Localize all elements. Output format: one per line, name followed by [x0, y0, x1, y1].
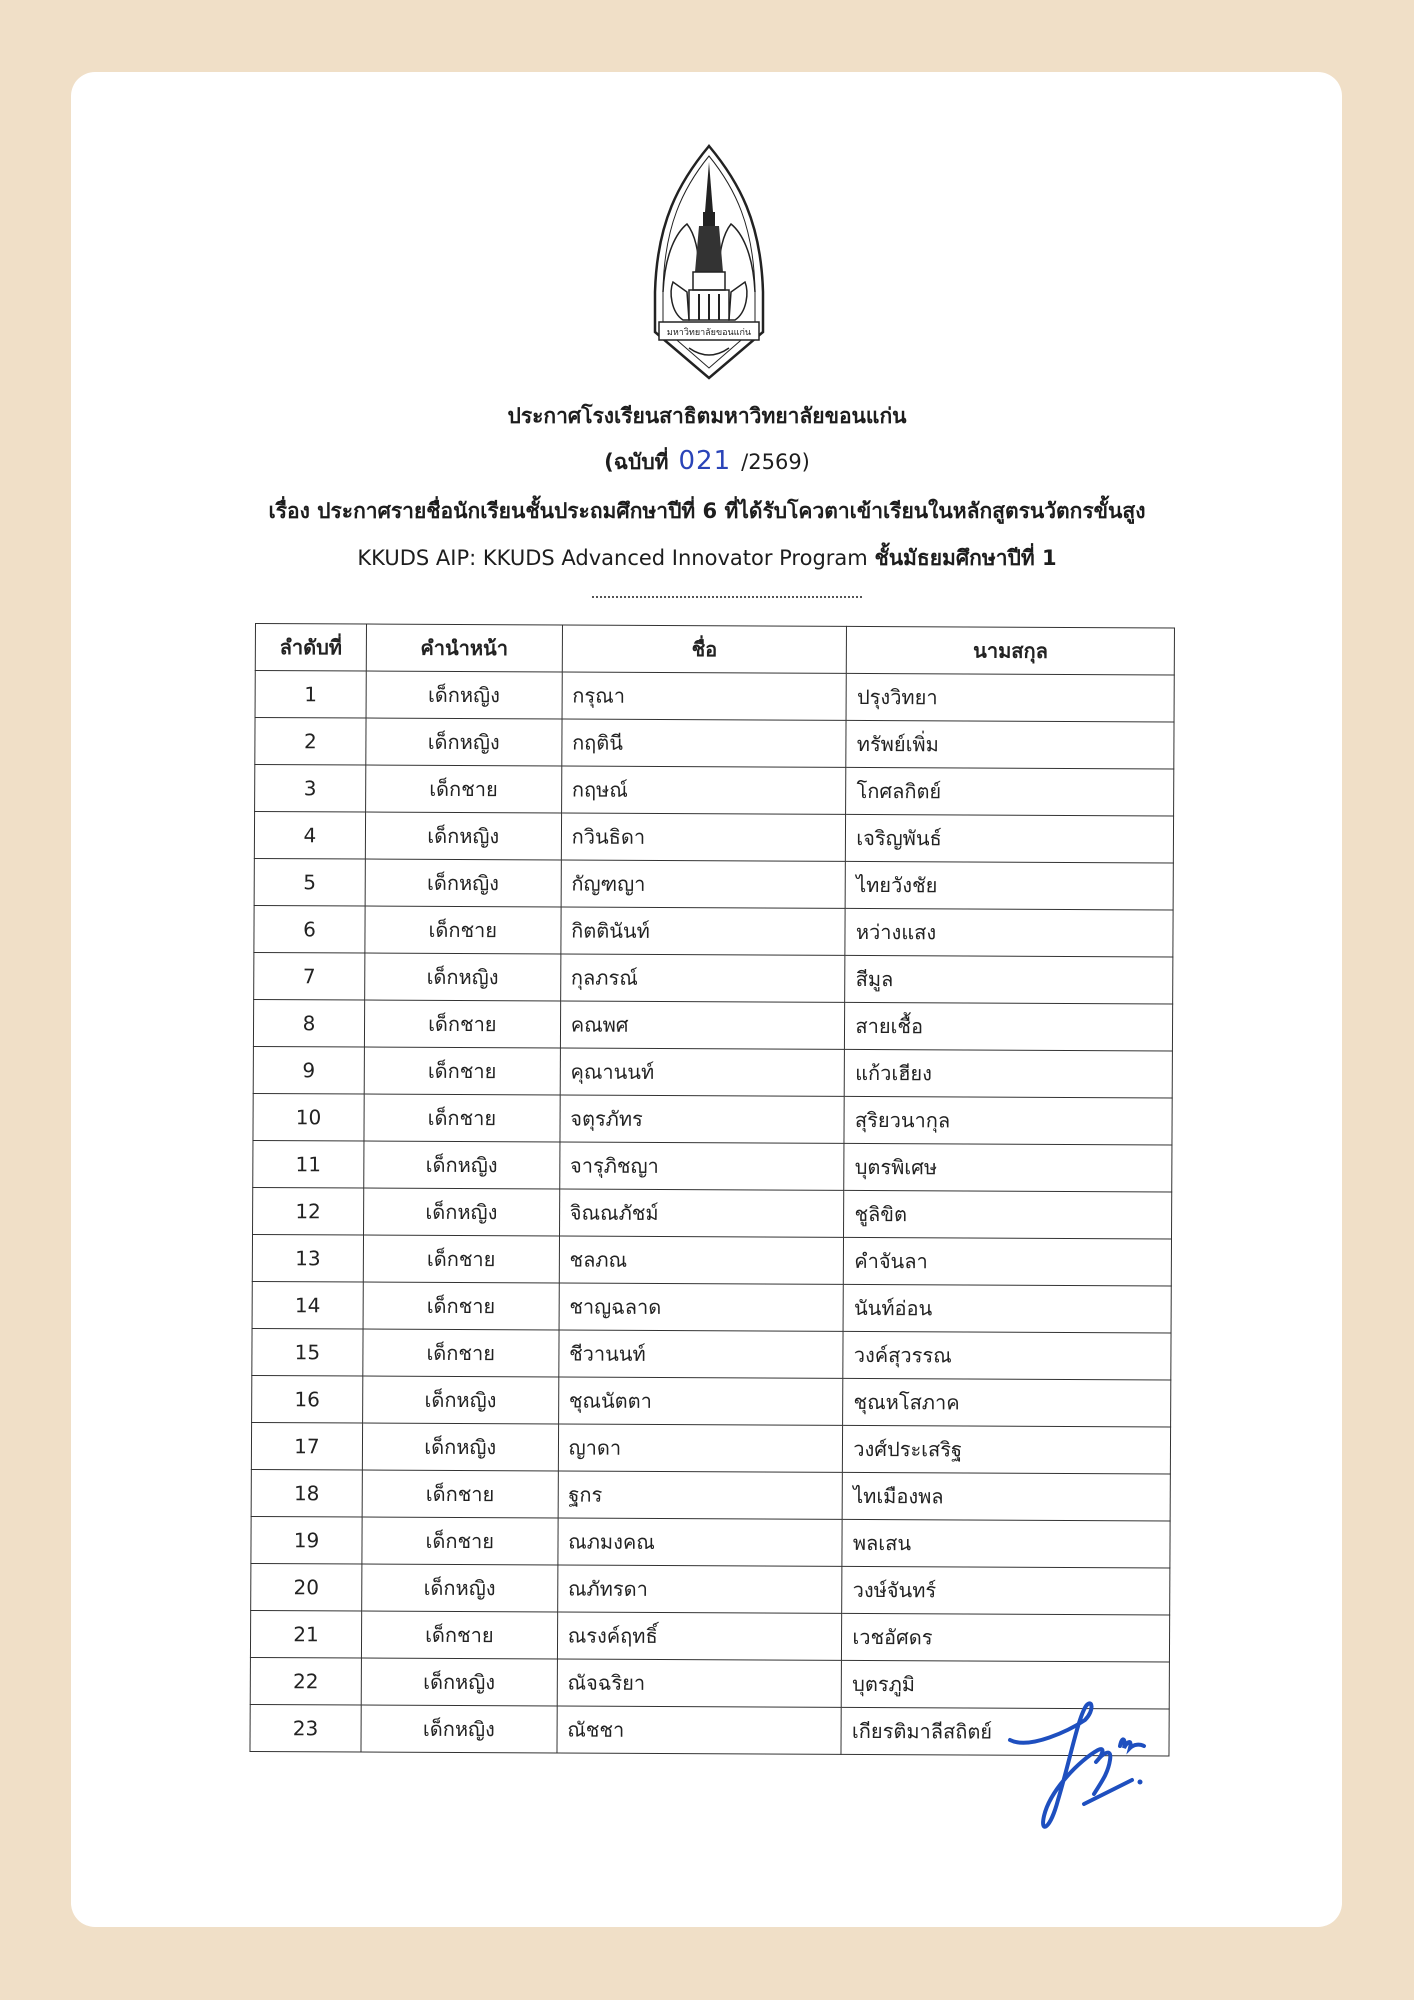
- table-row: [253, 1093, 1172, 1144]
- cell-first-name: คณพศ: [560, 1001, 845, 1049]
- cell-first-name: ชลภณ: [559, 1236, 844, 1284]
- program-grade: ชั้นมัธยมศึกษาปีที่ 1: [874, 546, 1057, 570]
- cell-order-no: 17: [251, 1422, 362, 1470]
- table-row: [252, 1328, 1171, 1379]
- cell-first-name: กวินธิดา: [561, 813, 846, 861]
- cell-order-no: 19: [251, 1516, 362, 1564]
- cell-prefix: เด็กชาย: [363, 1235, 559, 1283]
- cell-prefix: เด็กชาย: [362, 1470, 558, 1518]
- cell-order-no: 18: [251, 1469, 362, 1517]
- table-row: [255, 671, 1174, 722]
- cell-last-name: แก้วเฮียง: [845, 1049, 1173, 1098]
- cell-last-name: บุตรภูมิ: [842, 1660, 1170, 1709]
- cell-order-no: 23: [250, 1704, 361, 1752]
- cell-prefix: เด็กหญิง: [365, 953, 561, 1001]
- issue-line: [0, 446, 1414, 479]
- cell-first-name: จารุภิชญา: [559, 1142, 844, 1190]
- cell-order-no: 8: [253, 999, 364, 1047]
- cell-first-name: กิตตินันท์: [561, 907, 846, 955]
- cell-first-name: ณัจฉริยา: [557, 1659, 842, 1707]
- table-row: [252, 1234, 1171, 1285]
- cell-order-no: 6: [254, 905, 365, 953]
- cell-prefix: เด็กหญิง: [363, 1376, 559, 1424]
- cell-order-no: 2: [255, 718, 366, 766]
- issue-year: /2569): [741, 450, 810, 474]
- table-row: [254, 858, 1173, 909]
- table-row: [253, 999, 1172, 1050]
- cell-first-name: ณภัทรดา: [557, 1565, 842, 1613]
- cell-first-name: กุลภรณ์: [560, 954, 845, 1002]
- cell-order-no: 4: [254, 812, 365, 860]
- cell-last-name: ปรุงวิทยา: [846, 673, 1174, 722]
- table-row: [254, 812, 1173, 863]
- header-order-no: ลำดับที่: [255, 624, 366, 672]
- table-row: [250, 1610, 1169, 1661]
- cell-last-name: เจริญพันธ์: [846, 814, 1174, 863]
- cell-last-name: คำจันลา: [844, 1237, 1172, 1286]
- cell-last-name: ไทยวังชัย: [845, 861, 1173, 910]
- table-row: [251, 1516, 1170, 1567]
- cell-prefix: เด็กหญิง: [365, 812, 561, 860]
- cell-order-no: 16: [252, 1375, 363, 1423]
- cell-first-name: กัญฑญา: [561, 860, 846, 908]
- cell-prefix: เด็กชาย: [363, 1329, 559, 1377]
- cell-prefix: เด็กชาย: [364, 1094, 560, 1142]
- header-first-name: ชื่อ: [562, 625, 847, 673]
- cell-order-no: 3: [255, 765, 366, 813]
- table-row: [251, 1469, 1170, 1520]
- cell-order-no: 10: [253, 1093, 364, 1141]
- cell-prefix: เด็กชาย: [362, 1517, 558, 1565]
- table-row: [253, 1140, 1172, 1191]
- table-row: [253, 1046, 1172, 1097]
- cell-last-name: เกียรติมาลีสถิตย์: [841, 1707, 1169, 1756]
- cell-prefix: เด็กชาย: [363, 1282, 559, 1330]
- cell-first-name: จิณณภัชม์: [559, 1189, 844, 1237]
- table-row: [252, 1281, 1171, 1332]
- cell-order-no: 5: [254, 858, 365, 906]
- cell-prefix: เด็กชาย: [364, 1000, 560, 1048]
- university-emblem-icon: [649, 142, 769, 382]
- cell-last-name: สีมูล: [845, 955, 1173, 1004]
- cell-first-name: ฐกร: [558, 1471, 843, 1519]
- cell-last-name: สายเชื้อ: [845, 1002, 1173, 1051]
- cell-prefix: เด็กชาย: [365, 765, 561, 813]
- cell-first-name: ชีวานนท์: [559, 1330, 844, 1378]
- table-row: [253, 1187, 1172, 1238]
- cell-last-name: สุริยวนากุล: [844, 1096, 1172, 1145]
- issue-number: 021: [678, 446, 732, 476]
- cell-first-name: จตุรภัทร: [560, 1095, 845, 1143]
- cell-prefix: เด็กหญิง: [361, 1705, 557, 1753]
- cell-first-name: กรุณา: [562, 672, 847, 720]
- cell-first-name: กฤตินี: [561, 719, 846, 767]
- cell-first-name: ชุณนัตตา: [558, 1377, 843, 1425]
- table-row: [251, 1563, 1170, 1614]
- cell-prefix: เด็กหญิง: [362, 1564, 558, 1612]
- table-row: [254, 952, 1173, 1003]
- cell-last-name: พลเสน: [842, 1519, 1170, 1568]
- cell-order-no: 7: [254, 952, 365, 1000]
- table-row: [251, 1422, 1170, 1473]
- signature-icon: [1000, 1700, 1180, 1840]
- cell-prefix: เด็กชาย: [364, 1047, 560, 1095]
- cell-prefix: เด็กหญิง: [362, 1423, 558, 1471]
- cell-prefix: เด็กหญิง: [365, 859, 561, 907]
- emblem-caption: มหาวิทยาลัยขอนแก่น: [666, 328, 752, 338]
- cell-prefix: เด็กหญิง: [361, 1658, 557, 1706]
- cell-last-name: นันท์อ่อน: [843, 1284, 1171, 1333]
- cell-last-name: วงศ์ประเสริฐ: [843, 1425, 1171, 1474]
- cell-prefix: เด็กชาย: [361, 1611, 557, 1659]
- cell-first-name: กฤษณ์: [561, 766, 846, 814]
- cell-last-name: โกศลกิตย์: [846, 767, 1174, 816]
- cell-first-name: คุณานนท์: [560, 1048, 845, 1096]
- cell-last-name: ชุณหโสภาค: [843, 1378, 1171, 1427]
- cell-order-no: 15: [252, 1328, 363, 1376]
- table-header-row: [255, 624, 1174, 675]
- header-last-name: นามสกุล: [847, 626, 1175, 675]
- cell-order-no: 12: [253, 1187, 364, 1235]
- cell-first-name: ณรงค์ฤทธิ์: [557, 1612, 842, 1660]
- table-row: [255, 718, 1174, 769]
- cell-order-no: 13: [252, 1234, 363, 1282]
- cell-order-no: 11: [253, 1140, 364, 1188]
- cell-last-name: ชูลิขิต: [844, 1190, 1172, 1239]
- cell-prefix: เด็กหญิง: [363, 1188, 559, 1236]
- separator-dotted-line: [592, 596, 862, 598]
- cell-prefix: เด็กชาย: [365, 906, 561, 954]
- table-row: [255, 765, 1174, 816]
- issue-prefix: (ฉบับที่: [604, 450, 669, 474]
- cell-prefix: เด็กหญิง: [364, 1141, 560, 1189]
- cell-order-no: 21: [250, 1610, 361, 1658]
- cell-last-name: เวชอัศดร: [842, 1613, 1170, 1662]
- cell-prefix: เด็กหญิง: [366, 718, 562, 766]
- cell-prefix: เด็กหญิง: [366, 671, 562, 719]
- subject-line: เรื่อง ประกาศรายชื่อนักเรียนชั้นประถมศึกษาปีที่ 6 ที่ได้รับโควตาเข้าเรียนในหลักสูตรนวัตกรขั้นสูง: [268, 499, 1146, 523]
- cell-order-no: 14: [252, 1281, 363, 1329]
- cell-last-name: ทรัพย์เพิ่ม: [846, 720, 1174, 769]
- cell-last-name: หว่างแสง: [845, 908, 1173, 957]
- cell-first-name: ณัชชา: [557, 1706, 842, 1754]
- student-roster-table: [249, 623, 1175, 1756]
- cell-last-name: ไทเมืองพล: [843, 1472, 1171, 1521]
- table-row: [254, 905, 1173, 956]
- cell-first-name: ญาดา: [558, 1424, 843, 1472]
- cell-order-no: 9: [253, 1046, 364, 1094]
- cell-order-no: 20: [251, 1563, 362, 1611]
- cell-last-name: วงษ์จันทร์: [842, 1566, 1170, 1615]
- cell-last-name: บุตรพิเศษ: [844, 1143, 1172, 1192]
- program-english: KKUDS AIP: KKUDS Advanced Innovator Program: [357, 546, 868, 570]
- cell-first-name: ณภมงคณ: [558, 1518, 843, 1566]
- table-row: [252, 1375, 1171, 1426]
- cell-order-no: 22: [250, 1657, 361, 1705]
- program-line: [0, 542, 1414, 575]
- cell-first-name: ชาญฉลาด: [559, 1283, 844, 1331]
- cell-last-name: วงค์สุวรรณ: [843, 1331, 1171, 1380]
- cell-order-no: 1: [255, 671, 366, 719]
- header-prefix: คำนำหน้า: [366, 624, 562, 672]
- announcement-title: ประกาศโรงเรียนสาธิตมหาวิทยาลัยขอนแก่น: [507, 404, 907, 428]
